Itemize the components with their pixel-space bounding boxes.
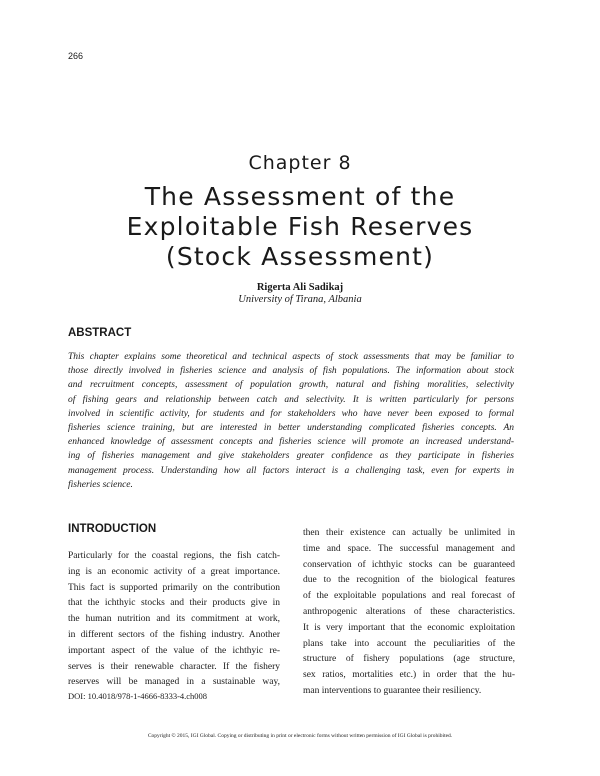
author-name: Rigerta Ali Sadikaj <box>256 282 344 293</box>
abstract-line: fisheries science. <box>68 479 133 490</box>
abstract-line: management process. Understanding how all factors interact is a challenging task, even for experts in <box>68 465 514 476</box>
body-line: then their existence can actually be unlimited in <box>303 528 515 538</box>
body-line: serves is their renewable character. If the fishery <box>68 661 280 672</box>
body-line: of the exploitable populations and real forecast of <box>303 591 515 602</box>
abstract-body <box>68 350 514 492</box>
body-line: time and space. The successful management and <box>303 543 515 554</box>
doi-link[interactable]: DOI: 10.4018/978-1-4666-8333-4.ch008 <box>68 691 208 701</box>
body-line: This fact is supported primarily on the contribution <box>68 582 280 593</box>
abstract-line: ing of fisheries management and give stakeholders greater confidence as they participate in fisheries <box>68 451 514 462</box>
chapter-title-line: (Stock Assessment) <box>165 242 435 271</box>
introduction-left-column <box>68 549 280 691</box>
abstract-line: enhanced knowledge of assessment concepts and fisheries science will promote an increased understand- <box>68 437 514 448</box>
copyright-notice: Copyright © 2015, IGI Global. Copying or distributing in print or electronic forms without written permission of IGI Global is prohibited. <box>147 733 453 739</box>
body-line: man interventions to guarantee their resiliency. <box>303 685 482 696</box>
chapter-label: Chapter 8 <box>248 152 352 174</box>
body-line: anthropogenic alterations of these characteristics. <box>303 606 515 617</box>
page-number: 266 <box>68 51 84 61</box>
body-line: important aspect of the value of the ichthyic re- <box>68 645 280 656</box>
body-line: reserves will be managed in a sustainable way, <box>68 677 280 688</box>
chapter-title-line: Exploitable Fish Reserves <box>126 212 474 241</box>
abstract-line: involved in scientific activity, for students and for stakeholders who have never been exposed to formal <box>68 408 514 419</box>
chapter-title-line: The Assessment of the <box>144 182 456 211</box>
body-line: the human nutrition and its commitment at work, <box>68 614 280 625</box>
body-line: Particularly for the coastal regions, the fish catch- <box>68 551 280 561</box>
introduction-right-column <box>303 526 515 700</box>
author-affiliation: University of Tirana, Albania <box>238 294 362 305</box>
abstract-line: fisheries science training, but are interested in better understanding complicated fisheries concepts. An <box>68 423 514 434</box>
chapter-title <box>0 182 600 272</box>
body-line: ing is an economic activity of a great importance. <box>68 566 280 577</box>
introduction-heading: INTRODUCTION <box>68 523 157 535</box>
abstract-heading: ABSTRACT <box>68 327 132 339</box>
body-line: plans take into account the peculiarities of the <box>303 638 515 649</box>
abstract-line: those directly involved in fisheries science and analysis of fish populations. The information about stock <box>68 366 514 377</box>
body-line: It is very important that the economic exploitation <box>303 622 515 633</box>
abstract-line: of fishing gears and relationship between catch and selectivity. It is written particularly for persons <box>68 394 514 405</box>
body-line: sex ratios, mortalities etc.) in order that the hu- <box>303 670 515 681</box>
body-line: due to the recognition of the biological features <box>303 575 515 586</box>
body-line: in different sectors of the fishing industry. Another <box>68 629 280 640</box>
body-line: conservation of ichthyic stocks can be guaranteed <box>303 559 515 570</box>
body-line: structure of fishery populations (age structure, <box>303 654 515 665</box>
body-line: that the ichthyic stocks and their products give in <box>68 598 280 609</box>
abstract-line: and recruitment concepts, assessment of population growth, natural and fishing moralities, selectivity <box>68 380 514 391</box>
abstract-line: This chapter explains some theoretical and technical aspects of stock assessments that may be familiar to <box>68 352 514 362</box>
